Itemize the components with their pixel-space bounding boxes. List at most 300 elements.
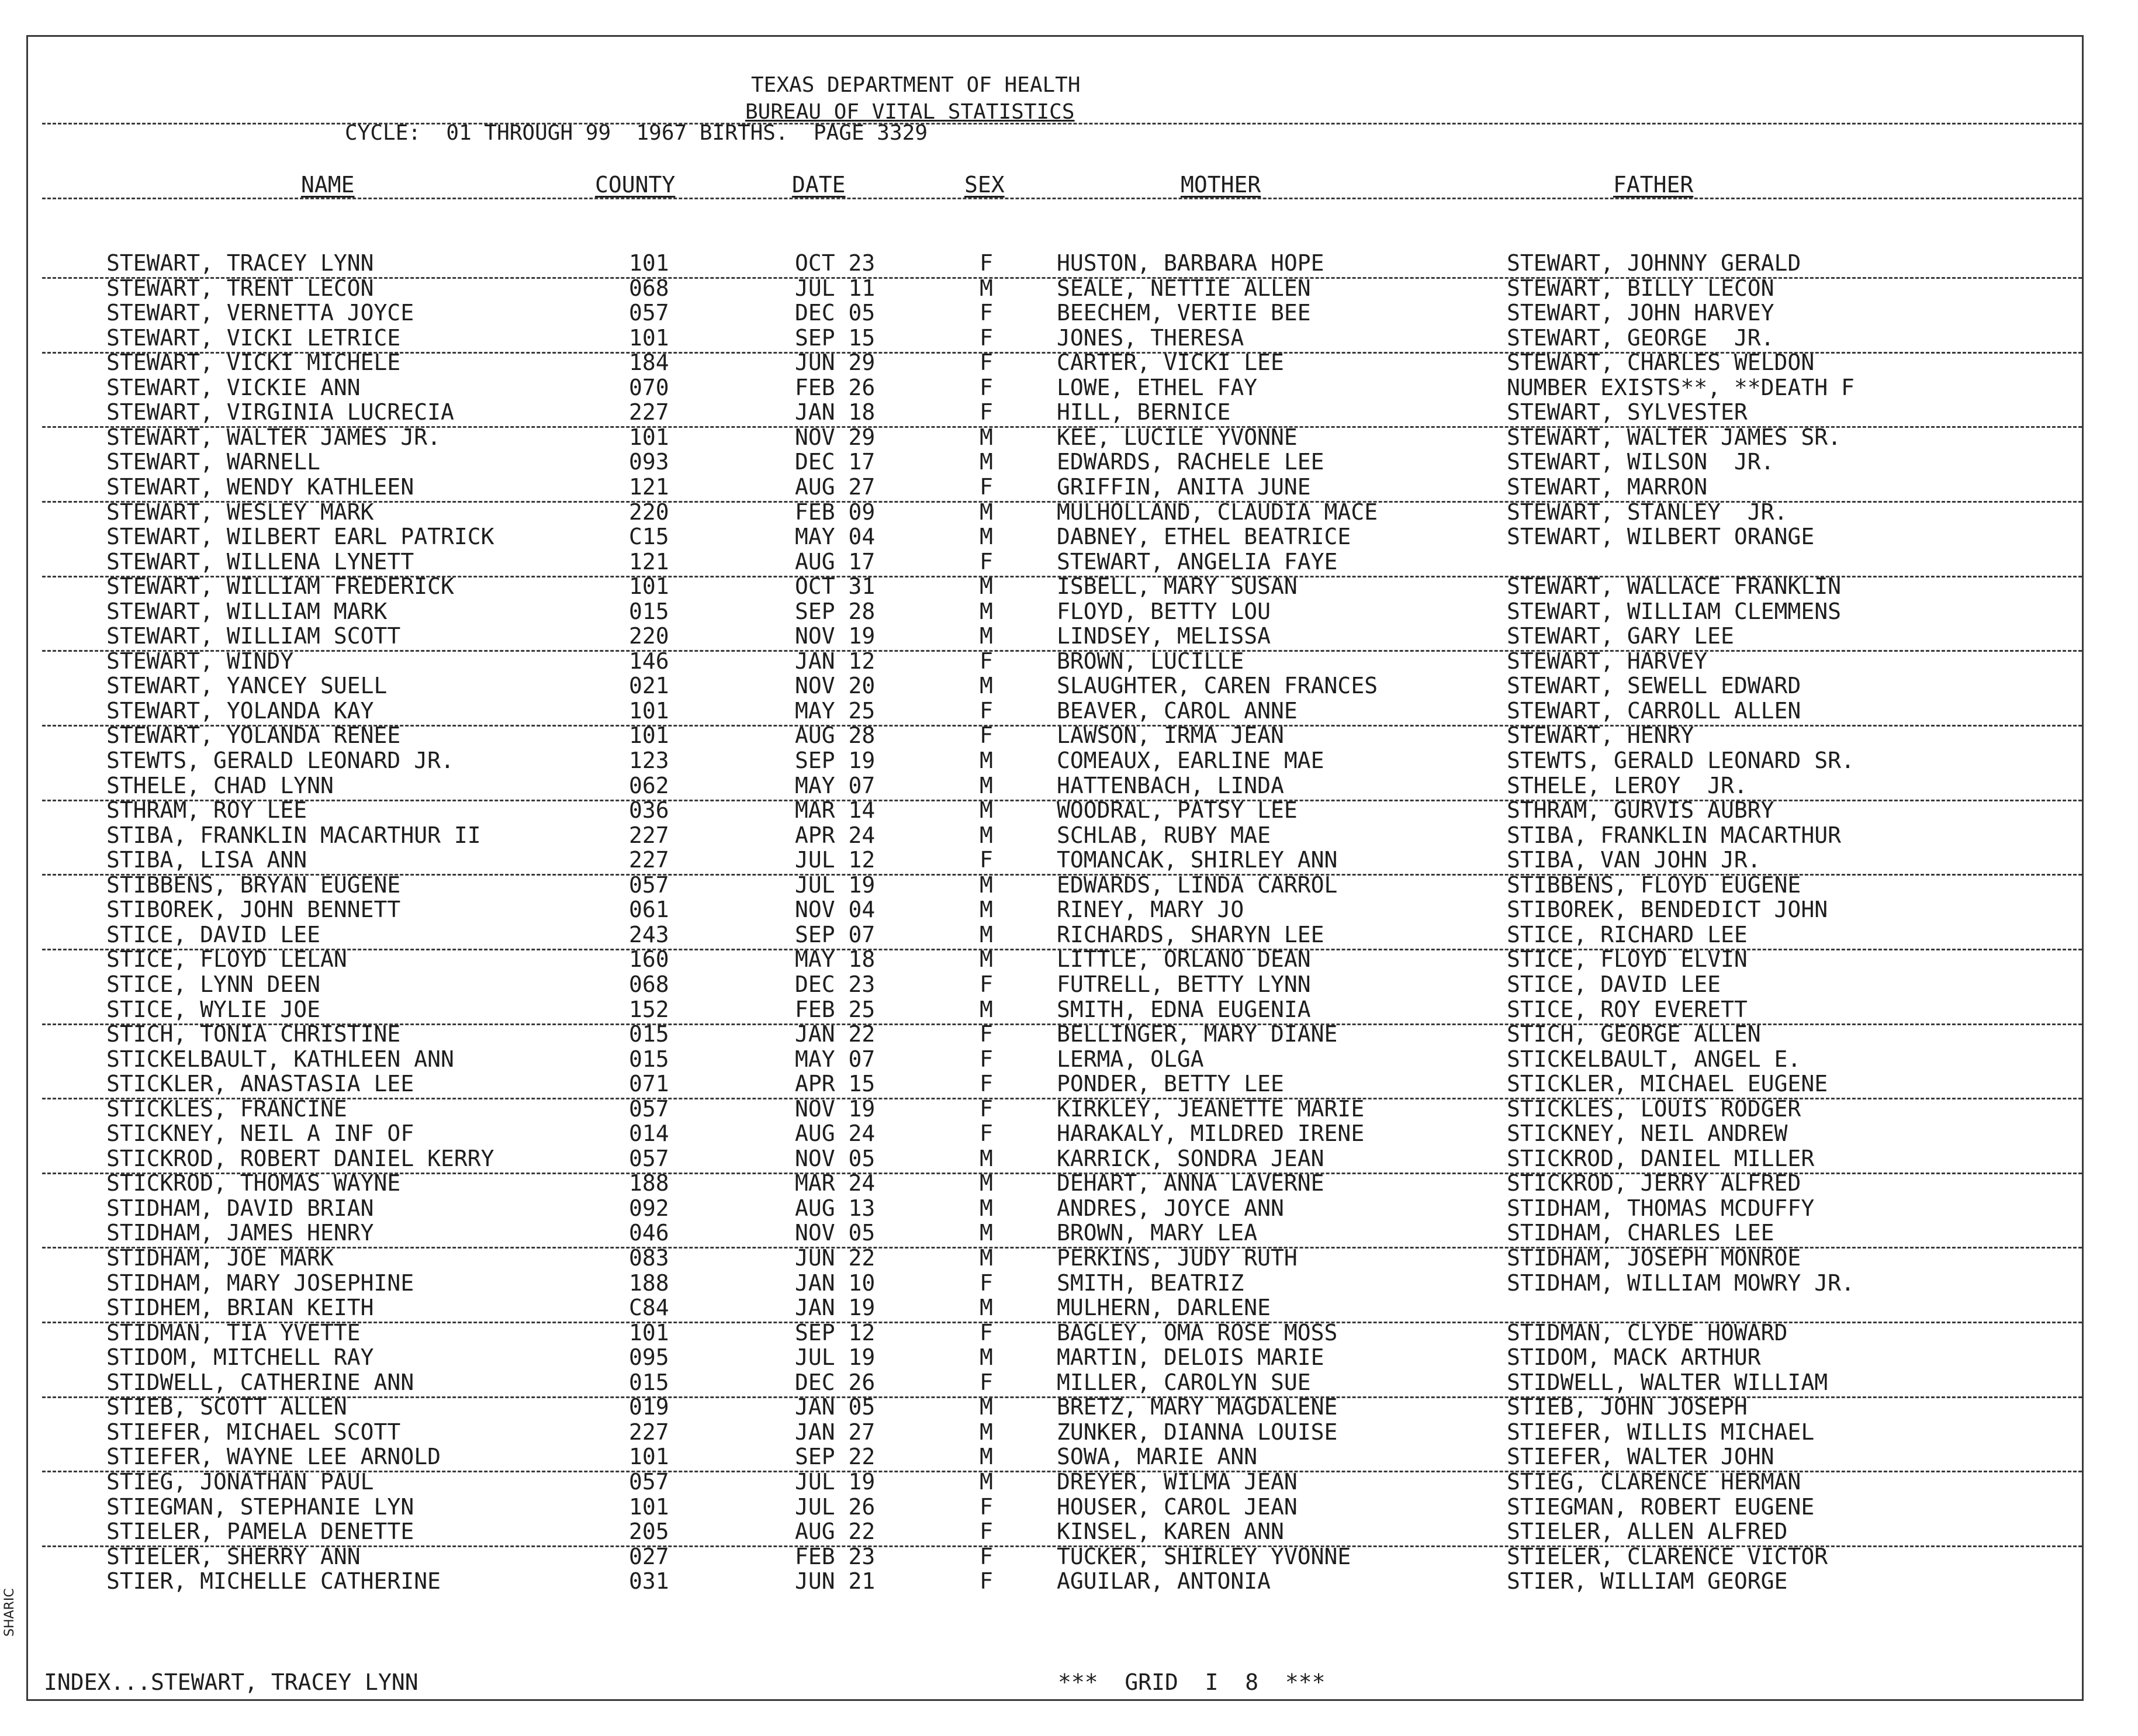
date-cell: NOV 04 [795, 897, 876, 922]
mother-cell: FLOYD, BETTY LOU [1057, 599, 1271, 624]
mother-cell: ISBELL, MARY SUSAN [1057, 573, 1298, 599]
date-cell: NOV 05 [795, 1220, 876, 1246]
date-cell: JAN 18 [795, 399, 876, 425]
sex-cell: F [980, 1320, 993, 1346]
name-cell: STICE, DAVID LEE [106, 922, 321, 947]
name-cell: STIBOREK, JOHN BENNETT [106, 897, 401, 922]
table-row [0, 1296, 2138, 1320]
name-cell: STEWART, YANCEY SUELL [106, 673, 388, 698]
father-cell: STIBBENS, FLOYD EUGENE [1507, 872, 1801, 898]
date-cell: JAN 19 [795, 1295, 876, 1320]
county-cell: 057 [629, 300, 669, 326]
table-row [0, 525, 2138, 549]
sex-cell: F [980, 549, 993, 575]
father-cell: STEWART, WILBERT ORANGE [1507, 524, 1815, 549]
mother-cell: SMITH, EDNA EUGENIA [1057, 997, 1311, 1022]
father-cell: STIEFER, WILLIS MICHAEL [1507, 1419, 1815, 1445]
table-row [0, 1371, 2138, 1395]
county-cell: 101 [629, 573, 669, 599]
father-cell: STIBA, FRANKLIN MACARTHUR [1507, 822, 1841, 848]
table-row [0, 774, 2138, 798]
mother-cell: EDWARDS, LINDA CARROL [1057, 872, 1338, 898]
mother-cell: BELLINGER, MARY DIANE [1057, 1021, 1338, 1047]
table-row [0, 575, 2138, 599]
county-cell: 015 [629, 1370, 669, 1395]
date-cell: FEB 25 [795, 997, 876, 1022]
mother-cell: FUTRELL, BETTY LYNN [1057, 971, 1311, 997]
sex-cell: M [980, 449, 993, 475]
county-cell: 205 [629, 1519, 669, 1544]
sex-cell: F [980, 300, 993, 326]
sex-cell: F [980, 648, 993, 674]
table-row [0, 550, 2138, 575]
father-cell: STEWART, SEWELL EDWARD [1507, 673, 1801, 698]
header-title: TEXAS DEPARTMENT OF HEALTH [751, 73, 1081, 97]
date-cell: FEB 23 [795, 1544, 876, 1569]
county-cell: 083 [629, 1245, 669, 1271]
mother-cell: KINSEL, KAREN ANN [1057, 1519, 1284, 1544]
mother-cell: BAGLEY, OMA ROSE MOSS [1057, 1320, 1338, 1346]
table-row [0, 798, 2138, 823]
sex-cell: M [980, 872, 993, 898]
table-row [0, 351, 2138, 375]
name-cell: STEWART, WILLENA LYNETT [106, 549, 414, 575]
sex-cell: M [980, 1170, 993, 1196]
date-cell: NOV 29 [795, 424, 876, 450]
father-cell: STIDHAM, WILLIAM MOWRY JR. [1507, 1270, 1855, 1296]
father-cell: STEWART, WALLACE FRANKLIN [1507, 573, 1841, 599]
date-cell: FEB 09 [795, 499, 876, 525]
date-cell: DEC 05 [795, 300, 876, 326]
table-row [0, 600, 2138, 624]
father-cell: STIELER, CLARENCE VICTOR [1507, 1544, 1828, 1569]
table-row [0, 749, 2138, 773]
date-cell: JAN 22 [795, 1021, 876, 1047]
name-cell: STEWART, YOLANDA RENEE [106, 722, 401, 748]
mother-cell: BROWN, LUCILLE [1057, 648, 1244, 674]
county-cell: 152 [629, 997, 669, 1022]
name-cell: STIDOM, MITCHELL RAY [106, 1344, 374, 1370]
county-cell: 188 [629, 1170, 669, 1196]
father-cell: STIER, WILLIAM GEORGE [1507, 1568, 1788, 1594]
sex-cell: M [980, 424, 993, 450]
name-cell: STICKNEY, NEIL A INF OF [106, 1121, 414, 1146]
mother-cell: TUCKER, SHIRLEY YVONNE [1057, 1544, 1351, 1569]
sex-cell: M [980, 946, 993, 972]
date-cell: JAN 05 [795, 1394, 876, 1420]
name-cell: STICE, LYNN DEEN [106, 971, 321, 997]
mother-cell: DEHART, ANNA LAVERNE [1057, 1170, 1324, 1196]
table-row [0, 376, 2138, 400]
name-cell: STEWART, VICKI MICHELE [106, 350, 401, 375]
father-cell: STIDMAN, CLYDE HOWARD [1507, 1320, 1788, 1346]
name-cell: STHELE, CHAD LYNN [106, 773, 334, 798]
county-cell: 101 [629, 698, 669, 724]
name-cell: STICH, TONIA CHRISTINE [106, 1021, 401, 1047]
sex-cell: M [980, 1195, 993, 1221]
mother-cell: HUSTON, BARBARA HOPE [1057, 250, 1324, 276]
name-cell: STEWART, WILLIAM SCOTT [106, 623, 401, 649]
name-cell: STEWART, VIRGINIA LUCRECIA [106, 399, 454, 425]
table-row [0, 400, 2138, 425]
father-cell: STICH, GEORGE ALLEN [1507, 1021, 1761, 1047]
father-cell: STICE, FLOYD ELVIN [1507, 946, 1748, 972]
county-cell: 101 [629, 424, 669, 450]
date-cell: NOV 20 [795, 673, 876, 698]
date-cell: JUL 11 [795, 275, 876, 301]
name-cell: STICE, FLOYD LELAN [106, 946, 347, 972]
name-cell: STIBBENS, BRYAN EUGENE [106, 872, 401, 898]
county-cell: 057 [629, 1096, 669, 1122]
table-row [0, 1047, 2138, 1072]
mother-cell: MARTIN, DELOIS MARIE [1057, 1344, 1324, 1370]
date-cell: APR 15 [795, 1071, 876, 1097]
table-row [0, 624, 2138, 649]
county-cell: 188 [629, 1270, 669, 1296]
column-sex-header: SEX [964, 172, 1005, 198]
name-cell: STIBA, FRANKLIN MACARTHUR II [106, 822, 481, 848]
table-row [0, 1196, 2138, 1221]
sex-cell: M [980, 1344, 993, 1370]
date-cell: DEC 23 [795, 971, 876, 997]
mother-cell: DREYER, WILMA JEAN [1057, 1469, 1298, 1495]
father-cell: STICKROD, JERRY ALFRED [1507, 1170, 1801, 1196]
table-row [0, 1171, 2138, 1196]
county-cell: 092 [629, 1195, 669, 1221]
table-row [0, 947, 2138, 972]
mother-cell: KIRKLEY, JEANETTE MARIE [1057, 1096, 1365, 1122]
mother-cell: GRIFFIN, ANITA JUNE [1057, 474, 1311, 500]
sex-cell: F [980, 1544, 993, 1569]
name-cell: STHRAM, ROY LEE [106, 797, 307, 823]
father-cell: STEWART, JOHN HARVEY [1507, 300, 1774, 326]
county-cell: 070 [629, 375, 669, 400]
county-cell: 068 [629, 971, 669, 997]
sex-cell: F [980, 1519, 993, 1544]
father-cell: STHELE, LEROY JR. [1507, 773, 1748, 798]
table-row [0, 1569, 2138, 1594]
sex-cell: M [980, 599, 993, 624]
table-row [0, 649, 2138, 674]
mother-cell: STEWART, ANGELIA FAYE [1057, 549, 1338, 575]
name-cell: STIDWELL, CATHERINE ANN [106, 1370, 414, 1395]
county-cell: 121 [629, 549, 669, 575]
mother-cell: PONDER, BETTY LEE [1057, 1071, 1284, 1097]
footer-grid: *** GRID I 8 *** [1058, 1669, 1326, 1695]
father-cell: STICKLER, MICHAEL EUGENE [1507, 1071, 1828, 1097]
name-cell: STEWART, WARNELL [106, 449, 321, 475]
father-cell: STIDHAM, JOSEPH MONROE [1507, 1245, 1801, 1271]
mother-cell: SOWA, MARIE ANN [1057, 1444, 1258, 1469]
sex-cell: M [980, 623, 993, 649]
father-cell: STEWART, CHARLES WELDON [1507, 350, 1815, 375]
table-row [0, 1122, 2138, 1146]
county-cell: 227 [629, 1419, 669, 1445]
date-cell: OCT 23 [795, 250, 876, 276]
date-cell: JUL 19 [795, 1469, 876, 1495]
table-row [0, 1346, 2138, 1370]
date-cell: JAN 10 [795, 1270, 876, 1296]
county-cell: 057 [629, 872, 669, 898]
date-cell: JAN 12 [795, 648, 876, 674]
mother-cell: RINEY, MARY JO [1057, 897, 1244, 922]
sex-cell: F [980, 1046, 993, 1072]
name-cell: STIDHAM, DAVID BRIAN [106, 1195, 374, 1221]
father-cell: STEWART, WALTER JAMES SR. [1507, 424, 1841, 450]
sex-cell: M [980, 1394, 993, 1420]
sex-cell: F [980, 1096, 993, 1122]
county-cell: 015 [629, 1021, 669, 1047]
table-row [0, 1395, 2138, 1420]
county-cell: 101 [629, 1320, 669, 1346]
mother-cell: BEAVER, CAROL ANNE [1057, 698, 1298, 724]
county-cell: 227 [629, 847, 669, 873]
sex-cell: F [980, 1494, 993, 1520]
table-row [0, 426, 2138, 450]
mother-cell: LINDSEY, MELISSA [1057, 623, 1271, 649]
county-cell: 036 [629, 797, 669, 823]
table-row [0, 898, 2138, 922]
date-cell: DEC 26 [795, 1370, 876, 1395]
father-cell: STIDOM, MACK ARTHUR [1507, 1344, 1761, 1370]
county-cell: 031 [629, 1568, 669, 1594]
father-cell: STEWART, HARVEY [1507, 648, 1708, 674]
mother-cell: CARTER, VICKI LEE [1057, 350, 1284, 375]
sex-cell: F [980, 1021, 993, 1047]
date-cell: SEP 12 [795, 1320, 876, 1346]
mother-cell: MILLER, CAROLYN SUE [1057, 1370, 1311, 1395]
table-row [0, 1072, 2138, 1097]
column-mother-header: MOTHER [1181, 172, 1261, 198]
county-cell: 227 [629, 399, 669, 425]
sex-cell: M [980, 524, 993, 549]
father-cell: STICE, DAVID LEE [1507, 971, 1721, 997]
mother-cell: HOUSER, CAROL JEAN [1057, 1494, 1298, 1520]
county-cell: C84 [629, 1295, 669, 1320]
name-cell: STEWART, WILLIAM MARK [106, 599, 388, 624]
name-cell: STEWART, WESLEY MARK [106, 499, 374, 525]
name-cell: STICKLES, FRANCINE [106, 1096, 347, 1122]
mother-cell: EDWARDS, RACHELE LEE [1057, 449, 1324, 475]
sex-cell: F [980, 1121, 993, 1146]
table-row [0, 301, 2138, 326]
father-cell: STIEGMAN, ROBERT EUGENE [1507, 1494, 1815, 1520]
county-cell: 220 [629, 499, 669, 525]
date-cell: AUG 13 [795, 1195, 876, 1221]
sex-cell: F [980, 1270, 993, 1296]
table-row [0, 1495, 2138, 1520]
header-rule-bottom [42, 198, 2082, 199]
name-cell: STIEFER, MICHAEL SCOTT [106, 1419, 401, 1445]
county-cell: 160 [629, 946, 669, 972]
sex-cell: F [980, 1370, 993, 1395]
table-row [0, 1445, 2138, 1469]
table-row [0, 1271, 2138, 1296]
name-cell: STIELER, SHERRY ANN [106, 1544, 361, 1569]
date-cell: SEP 28 [795, 599, 876, 624]
mother-cell: KEE, LUCILE YVONNE [1057, 424, 1298, 450]
sex-cell: F [980, 250, 993, 276]
county-cell: 015 [629, 599, 669, 624]
name-cell: STIDHAM, JOE MARK [106, 1245, 334, 1271]
mother-cell: HILL, BERNICE [1057, 399, 1231, 425]
mother-cell: TOMANCAK, SHIRLEY ANN [1057, 847, 1338, 873]
date-cell: JUL 12 [795, 847, 876, 873]
father-cell: STEWTS, GERALD LEONARD SR. [1507, 748, 1855, 773]
date-cell: JUN 21 [795, 1568, 876, 1594]
county-cell: 071 [629, 1071, 669, 1097]
father-cell: NUMBER EXISTS**, **DEATH F [1507, 375, 1855, 400]
sex-cell: F [980, 722, 993, 748]
sex-cell: F [980, 698, 993, 724]
date-cell: JAN 27 [795, 1419, 876, 1445]
name-cell: STIDHEM, BRIAN KEITH [106, 1295, 374, 1320]
sex-cell: F [980, 325, 993, 351]
mother-cell: MULHOLLAND, CLAUDIA MACE [1057, 499, 1378, 525]
mother-cell: PERKINS, JUDY RUTH [1057, 1245, 1298, 1271]
sex-cell: F [980, 1071, 993, 1097]
date-cell: MAY 18 [795, 946, 876, 972]
mother-cell: LOWE, ETHEL FAY [1057, 375, 1258, 400]
county-cell: 101 [629, 1444, 669, 1469]
father-cell: STICKELBAULT, ANGEL E. [1507, 1046, 1801, 1072]
table-row [0, 998, 2138, 1022]
sex-cell: M [980, 573, 993, 599]
date-cell: JUN 29 [795, 350, 876, 375]
table-row [0, 923, 2138, 947]
sex-cell: F [980, 350, 993, 375]
mother-cell: LAWSON, IRMA JEAN [1057, 722, 1284, 748]
name-cell: STEWART, WILLIAM FREDERICK [106, 573, 454, 599]
county-cell: 068 [629, 275, 669, 301]
table-row [0, 699, 2138, 724]
name-cell: STIEFER, WAYNE LEE ARNOLD [106, 1444, 441, 1469]
date-cell: AUG 17 [795, 549, 876, 575]
date-cell: AUG 22 [795, 1519, 876, 1544]
father-cell: STICKNEY, NEIL ANDREW [1507, 1121, 1788, 1146]
father-cell: STEWART, JOHNNY GERALD [1507, 250, 1801, 276]
father-cell: STEWART, BILLY LECON [1507, 275, 1774, 301]
father-cell: STEWART, SYLVESTER [1507, 399, 1748, 425]
cycle-line: CYCLE: 01 THROUGH 99 1967 BIRTHS. PAGE 3329 [345, 121, 928, 145]
county-cell: 014 [629, 1121, 669, 1146]
name-cell: STIELER, PAMELA DENETTE [106, 1519, 414, 1544]
table-row [0, 873, 2138, 898]
mother-cell: ANDRES, JOYCE ANN [1057, 1195, 1284, 1221]
father-cell: STIBA, VAN JOHN JR. [1507, 847, 1761, 873]
father-cell: STIBOREK, BENDEDICT JOHN [1507, 897, 1828, 922]
county-cell: 184 [629, 350, 669, 375]
name-cell: STICKROD, THOMAS WAYNE [106, 1170, 401, 1196]
name-cell: STIBA, LISA ANN [106, 847, 307, 873]
sex-cell: M [980, 997, 993, 1022]
county-cell: 061 [629, 897, 669, 922]
mother-cell: ZUNKER, DIANNA LOUISE [1057, 1419, 1338, 1445]
father-cell: STIEB, JOHN JOSEPH [1507, 1394, 1748, 1420]
name-cell: STIEB, SCOTT ALLEN [106, 1394, 347, 1420]
table-row [0, 251, 2138, 276]
name-cell: STEWART, VERNETTA JOYCE [106, 300, 414, 326]
sex-cell: F [980, 1568, 993, 1594]
county-cell: 093 [629, 449, 669, 475]
county-cell: 121 [629, 474, 669, 500]
sex-cell: M [980, 1146, 993, 1171]
father-cell: STEWART, GARY LEE [1507, 623, 1734, 649]
date-cell: AUG 28 [795, 722, 876, 748]
sex-cell: F [980, 375, 993, 400]
date-cell: APR 24 [795, 822, 876, 848]
name-cell: STICKLER, ANASTASIA LEE [106, 1071, 414, 1097]
table-row [0, 450, 2138, 475]
sex-cell: M [980, 897, 993, 922]
father-cell: STICE, RICHARD LEE [1507, 922, 1748, 947]
table-row [0, 848, 2138, 873]
table-row [0, 1420, 2138, 1445]
name-cell: STEWART, WALTER JAMES JR. [106, 424, 441, 450]
table-row [0, 326, 2138, 351]
sex-cell: F [980, 474, 993, 500]
date-cell: SEP 19 [795, 748, 876, 773]
side-label: SHARIC [2, 1588, 17, 1637]
father-cell: STIEG, CLARENCE HERMAN [1507, 1469, 1801, 1495]
father-cell: STICE, ROY EVERETT [1507, 997, 1748, 1022]
county-cell: 101 [629, 722, 669, 748]
mother-cell: DABNEY, ETHEL BEATRICE [1057, 524, 1351, 549]
county-cell: 046 [629, 1220, 669, 1246]
sex-cell: M [980, 797, 993, 823]
name-cell: STEWART, VICKI LETRICE [106, 325, 401, 351]
footer-index: INDEX...STEWART, TRACEY LYNN [44, 1669, 418, 1695]
father-cell: STICKLES, LOUIS RODGER [1507, 1096, 1801, 1122]
sex-cell: M [980, 673, 993, 698]
date-cell: NOV 19 [795, 623, 876, 649]
table-row [0, 1147, 2138, 1171]
name-cell: STEWART, TRACEY LYNN [106, 250, 374, 276]
father-cell: STEWART, HENRY [1507, 722, 1694, 748]
father-cell: STEWART, WILLIAM CLEMMENS [1507, 599, 1841, 624]
name-cell: STICKROD, ROBERT DANIEL KERRY [106, 1146, 494, 1171]
name-cell: STEWART, YOLANDA KAY [106, 698, 374, 724]
date-cell: FEB 26 [795, 375, 876, 400]
county-cell: 057 [629, 1146, 669, 1171]
date-cell: NOV 05 [795, 1146, 876, 1171]
county-cell: 095 [629, 1344, 669, 1370]
mother-cell: COMEAUX, EARLINE MAE [1057, 748, 1324, 773]
table-row [0, 1246, 2138, 1271]
column-county-header: COUNTY [595, 172, 676, 198]
mother-cell: SCHLAB, RUBY MAE [1057, 822, 1271, 848]
name-cell: STIDMAN, TIA YVETTE [106, 1320, 361, 1346]
mother-cell: KARRICK, SONDRA JEAN [1057, 1146, 1324, 1171]
sex-cell: M [980, 822, 993, 848]
date-cell: MAY 04 [795, 524, 876, 549]
table-row [0, 824, 2138, 848]
county-cell: 101 [629, 325, 669, 351]
date-cell: SEP 07 [795, 922, 876, 947]
sex-cell: M [980, 773, 993, 798]
date-cell: JUL 19 [795, 872, 876, 898]
father-cell: STEWART, GEORGE JR. [1507, 325, 1774, 351]
name-cell: STEWTS, GERALD LEONARD JR. [106, 748, 454, 773]
table-row [0, 276, 2138, 301]
sex-cell: M [980, 748, 993, 773]
sex-cell: F [980, 971, 993, 997]
county-cell: 220 [629, 623, 669, 649]
sex-cell: M [980, 1469, 993, 1495]
table-row [0, 674, 2138, 698]
mother-cell: MULHERN, DARLENE [1057, 1295, 1271, 1320]
county-cell: 015 [629, 1046, 669, 1072]
